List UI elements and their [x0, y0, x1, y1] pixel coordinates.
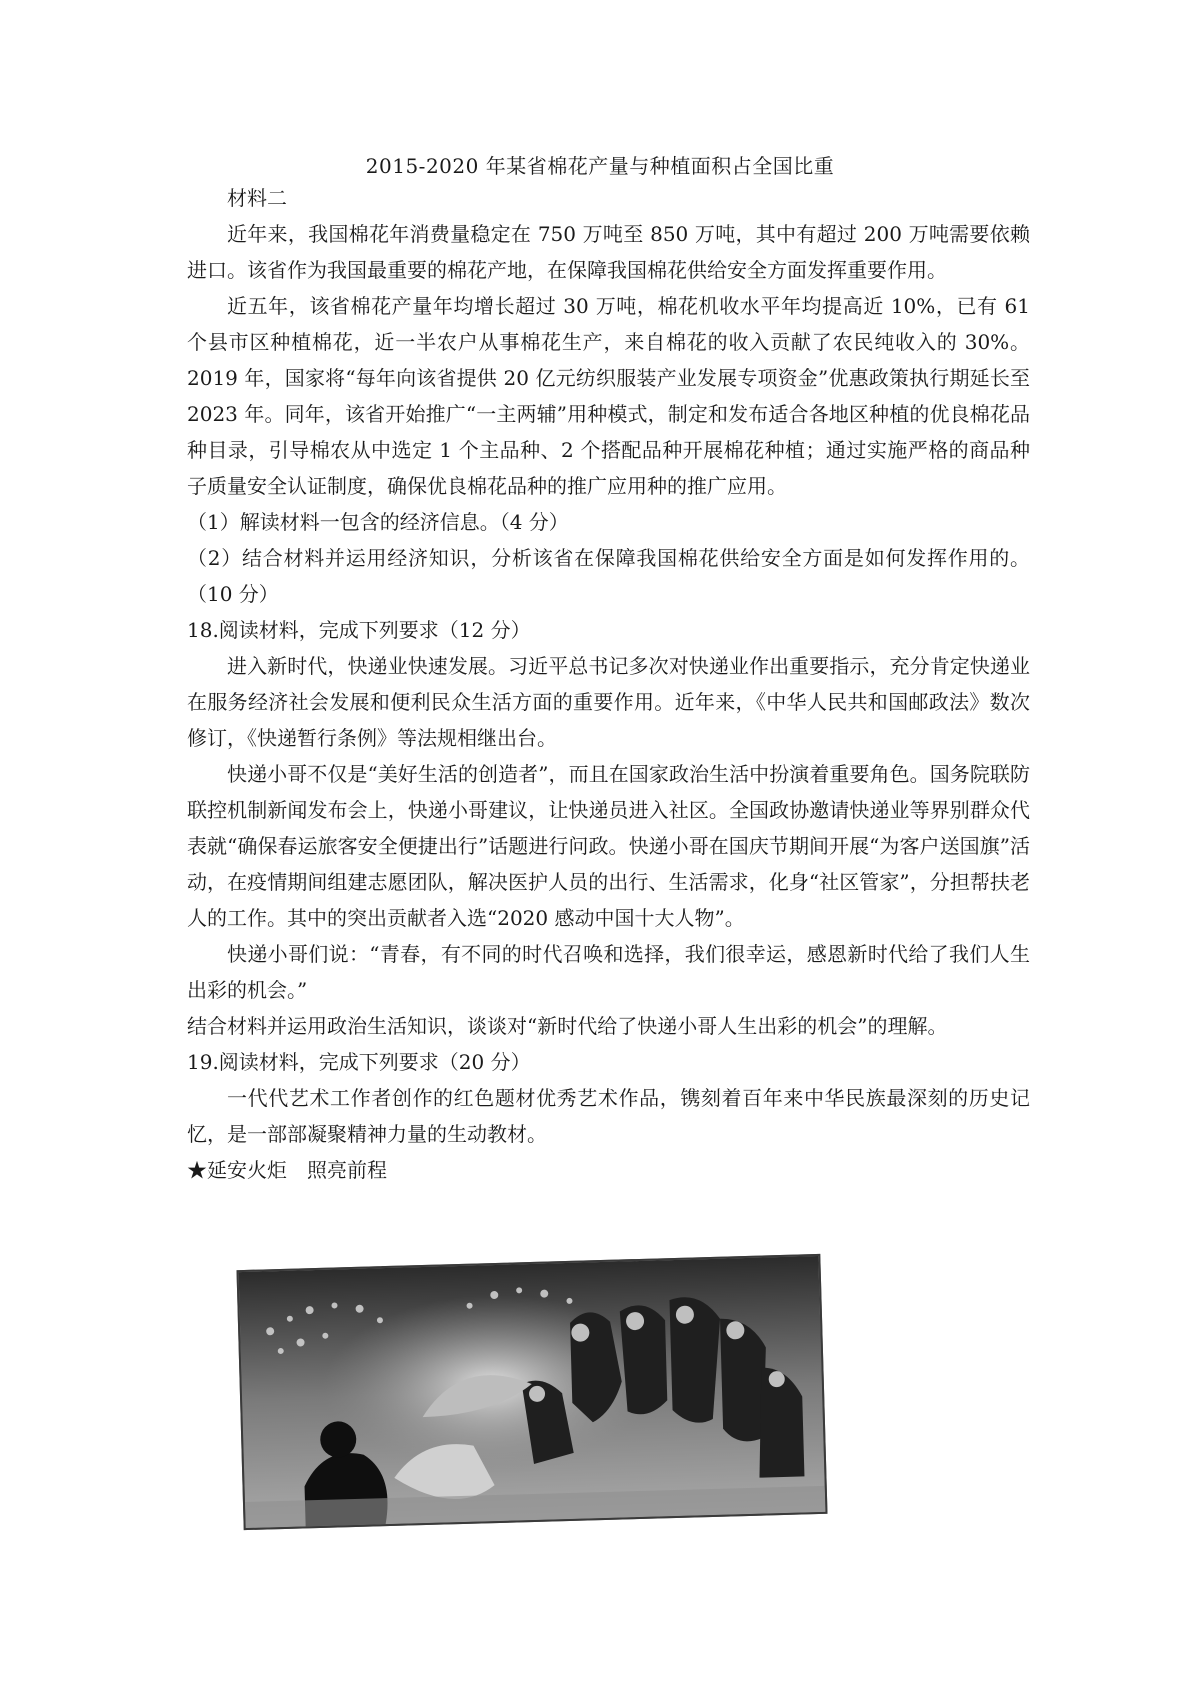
- question-content: [187, 180, 1030, 1188]
- question-19-heading: 19.阅读材料，完成下列要求（20 分）: [187, 1050, 531, 1074]
- question-18-paragraph-3: 快递小哥们说：“青春，有不同的时代召唤和选择，我们很幸运，感恩新时代给了我们人生出彩的机会。”: [187, 942, 1030, 1002]
- question-18-paragraph-1: 进入新时代，快递业快速发展。习近平总书记多次对快递业作出重要指示，充分肯定快递业在服务经济社会发展和便利民众生活方面的重要作用。近年来，《中华人民共和国邮政法》数次修订，《快递暂行条例》等法规相继出台。: [187, 654, 1030, 750]
- question-19-paragraph-1: 一代代艺术工作者创作的红色题材优秀艺术作品，镌刻着百年来中华民族最深刻的历史记忆，是一部部凝聚精神力量的生动教材。: [187, 1086, 1030, 1146]
- material-two-label: 材料二: [227, 186, 287, 210]
- question-18-paragraph-2: 快递小哥不仅是“美好生活的创造者”，而且在国家政治生活中扮演着重要角色。国务院联防联控机制新闻发布会上，快递小哥建议，让快递员进入社区。全国政协邀请快递业等界别群众代表就“确保春运旅客安全便捷出行”话题进行问政。快递小哥在国庆节期间开展“为客户送国旗”活动，在疫情期间组建志愿团队，解决医护人员的出行、生活需求，化身“社区管家”，分担帮扶老人的工作。其中的突出贡献者入选“2020 感动中国十大人物”。: [187, 762, 1030, 930]
- material-two-paragraph-1: 近年来，我国棉花年消费量稳定在 750 万吨至 850 万吨，其中有超过 200 万吨需要依赖进口。该省作为我国最重要的棉花产地，在保障我国棉花供给安全方面发挥重要作用。: [187, 222, 1030, 282]
- question-19-section-title: ★延安火炬 照亮前程: [187, 1158, 387, 1182]
- question-18-heading: 18.阅读材料，完成下列要求（12 分）: [187, 618, 531, 642]
- material-two-paragraph-2: 近五年，该省棉花产量年均增长超过 30 万吨，棉花机收水平年均提高近 10%，已有 61 个县市区种植棉花，近一半农户从事棉花生产，来自棉花的收入贡献了农民纯收入的 30%。2019 年，国家将“每年向该省提供 20 亿元纺织服装产业发展专项资金”优惠政策执行期延长至 2023 年。同年，该省开始推广“一主两辅”用种模式，制定和发布适合各地区种植的优良棉花品种目录，引导棉农从中选定 1 个主品种、2 个搭配品种开展棉花种植；通过实施严格的商品种子质量安全认证制度，确保优良棉花品种的推广应用种的推广应用。: [187, 294, 1030, 498]
- question-17-part-2: （2）结合材料并运用经济知识，分析该省在保障我国棉花供给安全方面是如何发挥作用的。（10 分）: [187, 546, 1030, 606]
- question-18-prompt: 结合材料并运用政治生活知识，谈谈对“新时代给了快递小哥人生出彩的机会”的理解。: [187, 1014, 948, 1038]
- yanan-torch-artwork-image: [236, 1254, 827, 1530]
- question-17-part-1: （1）解读材料一包含的经济信息。（4 分）: [187, 510, 569, 534]
- chart-caption: 2015-2020 年某省棉花产量与种植面积占全国比重: [365, 154, 835, 178]
